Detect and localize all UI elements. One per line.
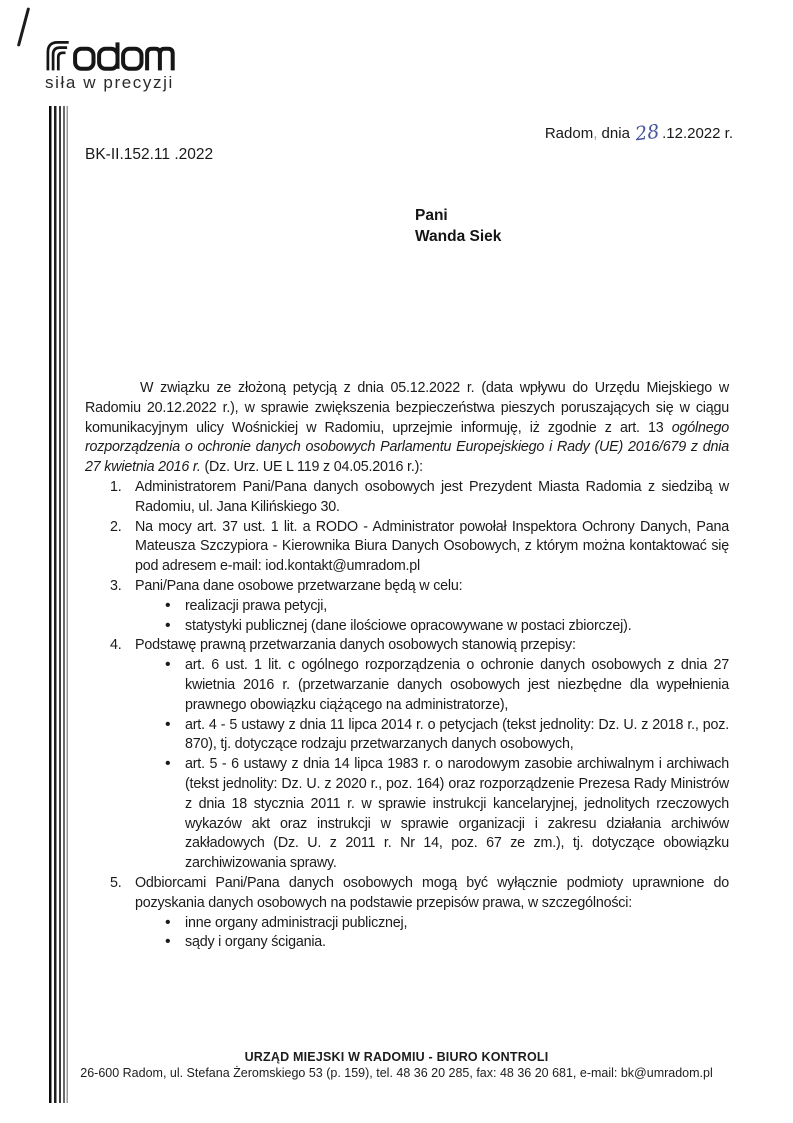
date-word: dnia [601,125,630,142]
intro-paragraph [85,379,729,478]
case-reference-number: BK-II.152.11 .2022 [85,146,214,163]
list-item-number: 1. [110,478,122,495]
date-line [544,120,733,146]
addressee-block [415,205,501,247]
list-item-number: 2. [110,518,122,535]
intro-regulation-title: ogólnego rozporządzenia o ochronie danych osobowych Parlamentu Europejskiego i Rady (UE) 2016/679 z dnia 27 kwietnia 2016 r. [85,419,729,476]
letter-footer [0,1050,793,1080]
bullet-item: • art. 6 ust. 1 lit. c ogólnego rozporządzenia o ochronie danych osobowych z dnia 27 kwietnia 2016 r. (przetwarzanie danych osobowych jest niezbędne dla wypełnienia prawnego obowiązku ciążącego na administratorze), [160,656,729,715]
list-item-1 [110,478,729,518]
list-item-number: 3. [110,577,122,594]
list-item-text: Pani/Pana dane osobowe przetwarzane będą w celu: [135,577,463,594]
bullet-item: • art. 5 - 6 ustawy z dnia 14 lipca 1983 r. o narodowym zasobie archiwalnym i archiwach (tekst jednolity: Dz. U. z 2020 r., poz. 164) oraz rozporządzenie Prezesa Rady Ministrów z dnia 18 stycznia 2011 r. w sprawie instrukcji kancelaryjnej, jednolitych rzeczowych wykazów akt oraz instrukcji w sprawie organizacji i zakresu działania archiwów zakładowych (Dz. U. z 2011 r. Nr 14, poz. 67 ze zm.), tj. dotyczące obowiązku zarchiwizowania sprawy. [160,755,729,874]
logo-tagline: siła w precyzji [45,73,174,92]
list-item-2 [110,518,729,577]
radom-city-logo [45,40,180,93]
footer-address-line: 26-600 Radom, ul. Stefana Żeromskiego 53 (p. 159), tel. 48 36 20 285, fax: 48 36 20 681, e-mail: bk@umradom.pl [80,1066,713,1080]
addressee-name: Wanda Siek [415,228,502,245]
date-city: Radom [544,125,594,142]
bullet-item: • statystyki publicznej (dane ilościowe opracowywane w postaci zbiorczej). [160,617,729,637]
list-item-text: Administratorem Pani/Pana danych osobowych jest Prezydent Miasta Radomia z siedzibą w Radomiu, ul. Jana Kilińskiego 30. [135,478,729,515]
list-item-number: 4. [110,637,122,654]
intro-text-before: W związku ze złożoną petycją z dnia 05.12.2022 r. (data wpływu do Urzędu Miejskiego w Radomiu 20.12.2022 r.), w sprawie zwiększenia bezpieczeństwa pieszych poruszających się w ciągu komunikacyjnym ulicy Wośnickiej w Radomiu, uprzejmie informuję, iż zgodnie z art. 13 [85,380,729,436]
radom-logo-icon [45,40,178,72]
date-suffix: .12.2022 r. [662,125,733,142]
list-item-text: Na mocy art. 37 ust. 1 lit. a RODO - Administrator powołał Inspektora Ochrony Danych, Pana Mateusza Szczypiora - Kierownika Biura Danych Osobowych, z którym można kontaktować się pod adresem e-mail: iod.kontakt@umradom.pl [135,518,729,575]
pen-slash-mark [17,7,30,46]
binding-scan-stripe [49,106,69,1103]
handwritten-day: 28 [633,120,661,146]
date-comma: , [593,125,598,142]
bullet-item: • art. 4 - 5 ustawy z dnia 11 lipca 2014 r. o petycjach (tekst jednolity: Dz. U. z 2018 r., poz. 870), tj. dotyczące rodzaju przetwarzanych danych osobowych, [160,716,729,756]
intro-text-after: (Dz. Urz. UE L 119 z 04.05.2016 r.): [200,459,423,476]
bullet-list [160,914,729,954]
bullet-list [160,597,729,637]
letter-body [85,379,729,953]
list-item-3 [110,577,729,636]
footer-office-name: URZĄD MIEJSKI W RADOMIU - BIURO KONTROLI [244,1050,549,1064]
addressee-salutation: Pani [415,207,448,224]
numbered-list [110,478,729,953]
list-item-text: Odbiorcami Pani/Pana danych osobowych mogą być wyłącznie podmioty uprawnione do pozyskania danych osobowych na podstawie przepisów prawa, w szczególności: [135,874,729,911]
bullet-item: • realizacji prawa petycji, [160,597,729,617]
list-item-4 [110,636,729,874]
list-item-text: Podstawę prawną przetwarzania danych osobowych stanowią przepisy: [135,637,576,654]
bullet-item: • inne organy administracji publicznej, [160,914,729,934]
list-item-5 [110,874,729,953]
bullet-item: • sądy i organy ścigania. [160,933,729,953]
bullet-list [160,656,729,874]
list-item-number: 5. [110,874,122,891]
